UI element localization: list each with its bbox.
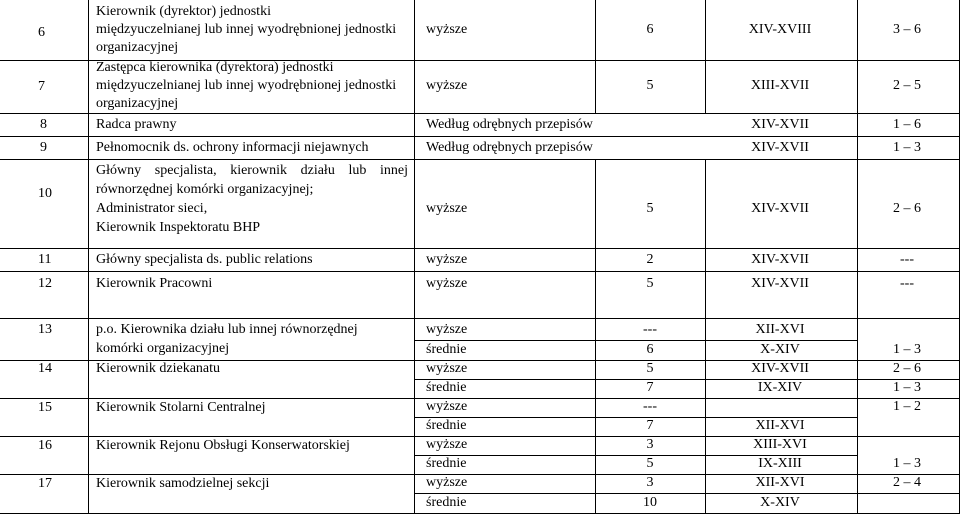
row-6-title-line-2: międzyuczelnianej lub innej wyodrębnionej jednostki — [96, 22, 397, 37]
row-15-lp: 15 — [38, 400, 52, 415]
row-16-education-2: średnie — [426, 456, 467, 471]
rule-col-lp — [88, 0, 89, 514]
row-14-experience-1: 5 — [646, 361, 654, 376]
row-7-years: 2 – 5 — [893, 78, 921, 93]
row-7-title-line-2: międzyuczelnianej lub innej wyodrębnionej jednostki — [96, 78, 397, 93]
row-13-lp: 13 — [38, 322, 52, 337]
row-10-experience: 5 — [646, 201, 654, 216]
row-7-education: wyższe — [426, 78, 468, 93]
row-10-title-line-4: Kierownik Inspektoratu BHP — [96, 220, 261, 235]
row-14-education-2: średnie — [426, 380, 467, 395]
row-12-category: XIV-XVII — [751, 276, 809, 291]
rule-row-15 — [0, 398, 960, 399]
rule-col-kat — [857, 0, 858, 514]
row-13-education-1: wyższe — [426, 322, 468, 337]
row-10-years: 2 – 6 — [893, 201, 921, 216]
rule-row-10 — [0, 159, 960, 160]
rule-col-edu — [595, 0, 596, 113]
row-16-years: 1 – 3 — [893, 456, 921, 471]
row-11-lp: 11 — [38, 252, 52, 267]
row-14-years-1: 2 – 6 — [893, 361, 921, 376]
row-12-lp: 12 — [38, 276, 52, 291]
row-15-years: 1 – 2 — [893, 399, 921, 414]
row-17-experience-1: 3 — [646, 475, 654, 490]
row-15-category-2: XII-XVI — [755, 418, 805, 433]
row-13-education-2: średnie — [426, 342, 467, 357]
row-11-education: wyższe — [426, 252, 468, 267]
row-13-category-2: X-XIV — [760, 342, 800, 357]
row-7-title-line-3: organizacyjnej — [96, 96, 179, 111]
row-8-category: XIV-XVII — [751, 117, 809, 132]
row-16-title: Kierownik Rejonu Obsługi Konserwatorskiej — [96, 438, 350, 453]
row-10-category: XIV-XVII — [751, 201, 809, 216]
row-14-title: Kierownik dziekanatu — [96, 361, 221, 376]
rule-col-staz — [705, 159, 706, 514]
row-11-title: Główny specjalista ds. public relations — [96, 252, 313, 267]
row-13-title-line-2: komórki organizacyjnej — [96, 341, 230, 356]
row-17-category-1: XII-XVI — [755, 475, 805, 490]
row-10-title-line-3: Administrator sieci, — [96, 201, 208, 216]
row-9-category: XIV-XVII — [751, 140, 809, 155]
row-9-years: 1 – 3 — [893, 140, 921, 155]
row-9-title: Pełnomocnik ds. ochrony informacji niejawnych — [96, 140, 369, 155]
row-6-title-line-3: organizacyjnej — [96, 40, 179, 55]
row-16-experience-2: 5 — [646, 456, 654, 471]
row-14-category-2: IX-XIV — [757, 380, 803, 395]
row-12-experience: 5 — [646, 276, 654, 291]
row-17-experience-2: 10 — [643, 495, 657, 510]
row-17-education-2: średnie — [426, 495, 467, 510]
row-6-lp: 6 — [38, 25, 45, 40]
row-10-title-line-1: Główny specjalista, kierownik działu lub innej — [96, 163, 408, 178]
row-17-lp: 17 — [38, 476, 52, 491]
row-10-lp: 10 — [38, 186, 52, 201]
row-14-experience-2: 7 — [646, 380, 654, 395]
row-8-lp: 8 — [40, 117, 47, 132]
row-17-title: Kierownik samodzielnej sekcji — [96, 476, 270, 491]
row-17-category-2: X-XIV — [760, 495, 800, 510]
row-13-category-1: XII-XVI — [755, 322, 805, 337]
rule-17-sub — [414, 493, 960, 494]
row-17-education-1: wyższe — [426, 475, 468, 490]
row-7-lp: 7 — [38, 79, 45, 94]
row-13-title-line-1: p.o. Kierownika działu lub innej równorzędnej — [96, 322, 358, 337]
row-15-experience-2: 7 — [646, 418, 654, 433]
rule-col-edu — [595, 159, 596, 514]
row-14-lp: 14 — [38, 361, 52, 376]
row-9-lp: 9 — [40, 140, 47, 155]
rule-col-name — [414, 0, 415, 514]
row-15-experience-1: --- — [643, 399, 657, 414]
row-6-education: wyższe — [426, 22, 468, 37]
rule-row-13 — [0, 318, 960, 319]
row-6-title-line-1: Kierownik (dyrektor) jednostki — [96, 4, 271, 19]
row-10-title-line-2: równorzędnej komórki organizacyjnej; — [96, 182, 314, 197]
row-13-experience-1: --- — [643, 322, 657, 337]
row-13-years: 1 – 3 — [893, 342, 921, 357]
row-14-category-1: XIV-XVII — [751, 361, 809, 376]
row-11-experience: 2 — [646, 252, 654, 267]
row-11-category: XIV-XVII — [751, 252, 809, 267]
rule-row-11 — [0, 248, 960, 249]
row-16-lp: 16 — [38, 438, 52, 453]
row-12-title: Kierownik Pracowni — [96, 276, 213, 291]
row-11-years: --- — [900, 252, 914, 267]
rule-bottom — [0, 513, 960, 514]
row-16-experience-1: 3 — [646, 437, 654, 452]
row-7-category: XIII-XVII — [750, 78, 810, 93]
row-9-education: Według odrębnych przepisów — [426, 140, 593, 155]
row-12-education: wyższe — [426, 276, 468, 291]
row-16-category-1: XIII-XVI — [753, 437, 807, 452]
row-12-years: --- — [900, 276, 914, 291]
row-15-title: Kierownik Stolarni Centralnej — [96, 400, 266, 415]
row-16-education-1: wyższe — [426, 437, 468, 452]
row-10-education: wyższe — [426, 201, 468, 216]
rule-13-sub — [414, 340, 857, 341]
row-8-years: 1 – 6 — [893, 117, 921, 132]
row-6-years: 3 – 6 — [893, 22, 921, 37]
row-7-experience: 5 — [646, 78, 654, 93]
rule-row-12 — [0, 271, 960, 272]
row-6-experience: 6 — [646, 22, 654, 37]
row-8-title: Radca prawny — [96, 117, 177, 132]
rule-col-staz — [705, 0, 706, 113]
row-16-category-2: IX-XIII — [758, 456, 802, 471]
row-8-education: Według odrębnych przepisów — [426, 117, 593, 132]
row-15-education-2: średnie — [426, 418, 467, 433]
row-13-experience-2: 6 — [646, 342, 654, 357]
row-17-years: 2 – 4 — [893, 475, 921, 490]
row-14-education-1: wyższe — [426, 361, 468, 376]
row-14-years-2: 1 – 3 — [893, 380, 921, 395]
row-6-category: XIV-XVIII — [748, 22, 812, 37]
row-15-education-1: wyższe — [426, 399, 468, 414]
rule-row-9 — [0, 136, 960, 137]
rule-row-8 — [0, 113, 960, 114]
row-7-title-line-1: Zastępca kierownika (dyrektora) jednostki — [96, 60, 334, 75]
